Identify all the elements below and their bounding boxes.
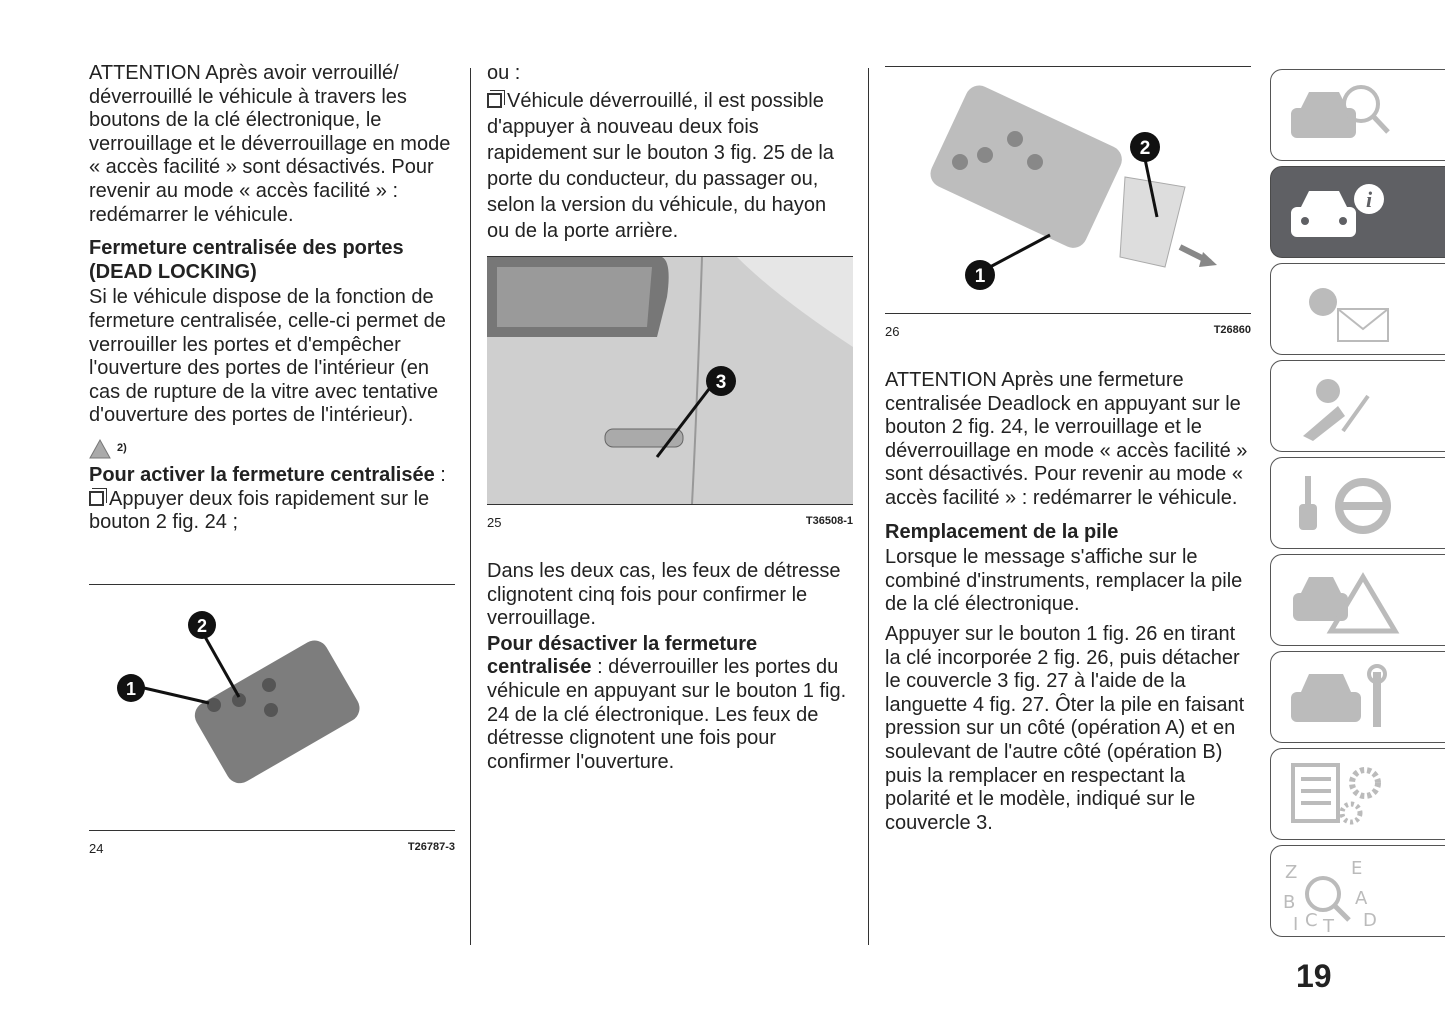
key-battery-image bbox=[885, 67, 1251, 313]
bullet-text: Véhicule déverrouillé, il est possible d'appuyer à nouveau deux fois rapidement sur le bouton 3 fig. 25 de la porte du conducteur, du passager ou, selon la version du véhicule, du hayon ou de la porte arrière. bbox=[487, 89, 834, 242]
figure-code: T26860 bbox=[1213, 324, 1251, 336]
figure-number: 25 bbox=[487, 515, 502, 530]
checkbox-bullet-icon bbox=[487, 93, 502, 108]
tab-technical-data[interactable] bbox=[1270, 748, 1445, 840]
figure-code: T36508-1 bbox=[805, 515, 853, 527]
intro-text: ou : bbox=[487, 62, 521, 84]
callout-3: 3 bbox=[715, 372, 727, 393]
car-search-icon bbox=[1283, 80, 1403, 150]
key-steering-wheel-icon bbox=[1283, 468, 1403, 538]
callout-2: 2 bbox=[196, 616, 208, 636]
car-emergency-triangle-icon bbox=[1283, 565, 1403, 635]
airbag-seat-icon bbox=[1283, 371, 1403, 441]
figure-number: 26 bbox=[885, 324, 900, 339]
figure-26 bbox=[885, 66, 1251, 339]
section-heading: Remplacement de la pile bbox=[885, 520, 1119, 543]
svg-text:i: i bbox=[1365, 187, 1373, 212]
figure-number: 24 bbox=[89, 841, 104, 856]
figure-24 bbox=[89, 584, 455, 856]
column-3 bbox=[885, 369, 1251, 841]
warning-light-message-icon bbox=[1283, 274, 1403, 344]
section-heading: Pour activer la fermeture centralisée bbox=[89, 463, 435, 486]
car-info-icon bbox=[1283, 177, 1403, 247]
column-2 bbox=[487, 62, 853, 250]
tab-car-search[interactable] bbox=[1270, 69, 1445, 161]
column-1 bbox=[89, 62, 455, 541]
section-heading: Pour désactiver la fermeture centralisée bbox=[487, 632, 758, 679]
tab-warning-lights[interactable] bbox=[1270, 263, 1445, 355]
paragraph: : déverrouiller les portes du véhicule en appuyant sur le bouton 1 fig. 24 de la clé électronique. Les feux de détresse clignotent une fois pour confirmer l'ouverture. bbox=[487, 656, 847, 773]
checkbox-bullet-icon bbox=[89, 491, 104, 506]
callout-2: 2 bbox=[1139, 138, 1151, 159]
paragraph: Appuyer sur le bouton 1 fig. 26 en tirant la clé incorporée 2 fig. 26, puis détacher le couvercle 3 fig. 27 à l'aide de la languette 4 fig. 27. Ôter la pile en faisant pression sur un côté (opération A) et en soulevant de l'autre côté (opération B) puis la remplacer en respectant la polarité et le modèle, indiqué sur le couvercle 3. bbox=[885, 622, 1245, 834]
tab-safety[interactable] bbox=[1270, 360, 1445, 452]
alphabetical-index-icon bbox=[1283, 856, 1403, 934]
callout-1: 1 bbox=[974, 266, 986, 287]
door-handle-image bbox=[487, 257, 853, 504]
paragraph: Lorsque le message s'affiche sur le combiné d'instruments, remplacer la pile de la clé électronique. bbox=[885, 546, 1243, 616]
figure-25 bbox=[487, 256, 853, 530]
car-wrench-icon bbox=[1283, 662, 1403, 732]
column-divider bbox=[868, 68, 869, 945]
figure-code: T26787-3 bbox=[407, 841, 455, 853]
paragraph: Si le véhicule dispose de la fonction de fermeture centralisée, celle-ci permet de verrouiller les portes et d'empêcher l'ouverture des portes de l'intérieur (en cas de rupture de la vitre avec tentative d'ouverture des portes de l'intérieur). bbox=[89, 286, 446, 427]
paragraph: Dans les deux cas, les feux de détresse clignotent cinq fois pour confirmer le verrouillage. bbox=[487, 560, 841, 630]
warning-triangle-icon bbox=[89, 439, 111, 459]
attention-note: ATTENTION Après une fermeture centralisée Deadlock en appuyant sur le bouton 2 fig. 24, le verrouillage et le déverrouillage en mode « accès facilité » sont désactivés. Pour revenir au mode « accès facilité » : redémarrer le véhicule. bbox=[885, 369, 1248, 509]
callout-1: 1 bbox=[125, 679, 137, 699]
section-heading: Fermeture centralisée des portes (DEAD LOCKING) bbox=[89, 237, 404, 283]
attention-note: ATTENTION Après avoir verrouillé/ déverrouillé le véhicule à travers les boutons de la clé électronique, le verrouillage et le déverrouillage en mode « accès facilité » sont désactivés. Pour revenir au mode « accès facilité » : redémarrer le véhicule. bbox=[89, 62, 451, 226]
tab-index[interactable] bbox=[1270, 845, 1445, 937]
tab-starting-driving[interactable] bbox=[1270, 457, 1445, 549]
column-divider bbox=[470, 68, 471, 945]
heading-suffix: : bbox=[434, 463, 446, 486]
index-letters: Z E B A C T D I bbox=[1283, 858, 1377, 934]
warning-ref-label: 2) bbox=[117, 442, 127, 455]
column-2-lower bbox=[487, 560, 853, 780]
tab-car-info[interactable] bbox=[1270, 166, 1445, 258]
tab-emergency[interactable] bbox=[1270, 554, 1445, 646]
tab-maintenance[interactable] bbox=[1270, 651, 1445, 743]
bullet-text: Appuyer deux fois rapidement sur le bouton 2 fig. 24 ; bbox=[89, 487, 430, 534]
page-number: 19 bbox=[1296, 958, 1332, 994]
key-card-image bbox=[89, 585, 455, 830]
warning-reference bbox=[89, 434, 455, 464]
specs-gear-icon bbox=[1283, 759, 1403, 829]
